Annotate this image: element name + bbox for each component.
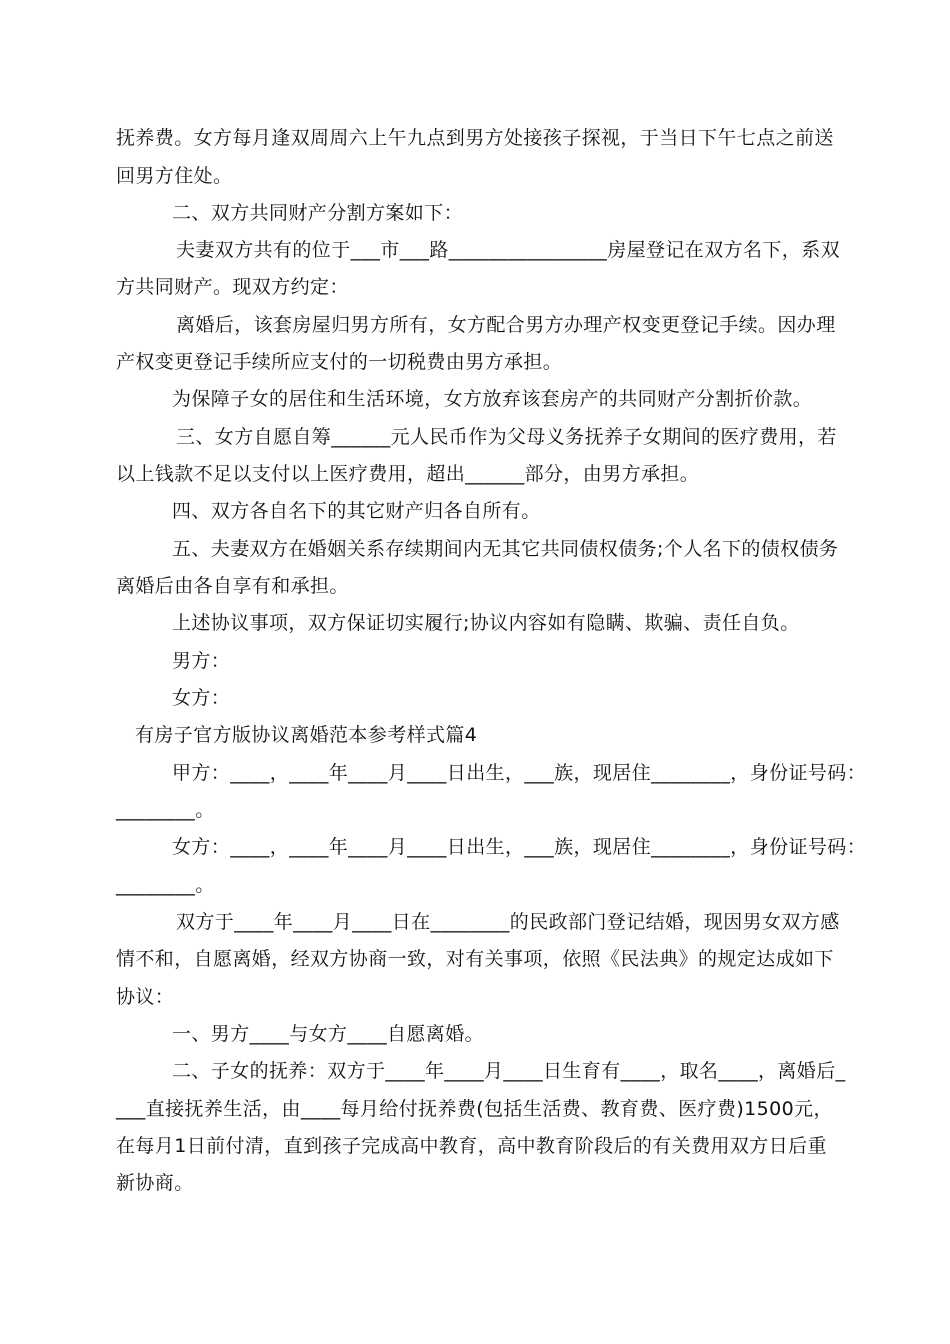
paragraph-line: ___直接抚养生活，由____每月给付抚养费(包括生活费、教育费、医疗费)1500元， [116,1098,833,1120]
paragraph-line: 为保障子女的居住和生活环境，女方放弃该套房产的共同财产分割折价款。 [172,388,813,410]
article-title: 有房子官方版协议离婚范本参考样式篇4 [135,724,478,746]
signature-label-male: 男方： [172,650,231,672]
section-heading: 一、男方____与女方____自愿离婚。 [172,1023,485,1045]
paragraph-line: 离婚后由各自享有和承担。 [116,575,349,597]
party-b-id: ________。 [116,874,215,896]
paragraph-line: 离婚后，该套房屋归男方所有，女方配合男方办理产权变更登记手续。因办理 [176,314,836,336]
paragraph-line: 产权变更登记手续所应支付的一切税费由男方承担。 [116,351,563,373]
paragraph-line: 协议： [116,986,175,1008]
paragraph-line: 新协商。 [116,1172,194,1194]
signature-label-female: 女方： [172,687,231,709]
section-heading: 四、双方各自名下的其它财产归各自所有。 [172,500,541,522]
paragraph-line: 在每月1日前付清，直到孩子完成高中教育，高中教育阶段后的有关费用双方日后重 [116,1135,827,1157]
paragraph-line: 上述协议事项，双方保证切实履行;协议内容如有隐瞒、欺骗、责任自负。 [172,612,800,634]
paragraph-line: 回男方住处。 [116,165,233,187]
paragraph-line: 以上钱款不足以支付以上医疗费用，超出______部分，由男方承担。 [116,463,700,485]
paragraph-line: 方共同财产。现双方约定： [116,276,349,298]
section-heading: 二、子女的抚养：双方于____年____月____日生育有____，取名____，离婚后_ [172,1060,846,1082]
party-a-info: 甲方：____，____年____月____日出生，___族，现居住________，身份证号码： [172,762,867,784]
paragraph-line: 情不和，自愿离婚，经双方协商一致，对有关事项，依照《民法典》的规定达成如下 [116,948,834,970]
party-b-info: 女方：____，____年____月____日出生，___族，现居住________，身份证号码： [172,836,867,858]
section-heading: 五、夫妻双方在婚姻关系存续期间内无其它共同债权债务;个人名下的债权债务 [172,538,839,560]
paragraph-line: 夫妻双方共有的位于___市___路________________房屋登记在双方名下，系双 [176,239,841,261]
party-a-id: ________。 [116,799,215,821]
paragraph-line: 抚养费。女方每月逢双周周六上午九点到男方处接孩子探视，于当日下午七点之前送 [116,127,834,149]
paragraph-line: 双方于____年____月____日在________的民政部门登记结婚，现因男女双方感 [176,911,840,933]
section-heading: 二、双方共同财产分割方案如下： [172,202,464,224]
section-heading: 三、女方自愿自筹______元人民币作为父母义务抚养子女期间的医疗费用，若 [176,426,837,448]
